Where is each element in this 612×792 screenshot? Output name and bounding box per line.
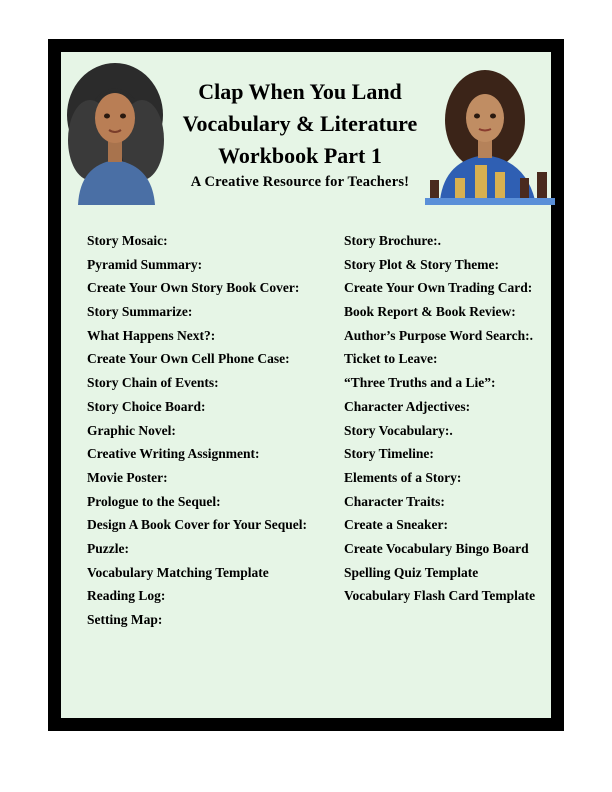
- list-item: Story Summarize:: [87, 304, 193, 320]
- contents-right-column: [344, 229, 535, 608]
- list-item: Ticket to Leave:: [344, 351, 438, 367]
- list-item: Prologue to the Sequel:: [87, 493, 221, 509]
- list-item: Spelling Quiz Template: [344, 564, 479, 580]
- list-item: Design A Book Cover for Your Sequel:: [87, 517, 308, 533]
- list-item: Author’s Purpose Word Search:.: [344, 327, 533, 343]
- title-line-3: Workbook Part 1: [218, 143, 382, 168]
- list-item: Character Adjectives:: [344, 398, 471, 414]
- list-item: Story Brochure:.: [344, 233, 441, 248]
- list-item: “Three Truths and a Lie”:: [344, 375, 496, 391]
- list-item: What Happens Next?:: [87, 327, 216, 343]
- list-item: Reading Log:: [87, 588, 166, 604]
- list-item: Create Your Own Story Book Cover:: [87, 280, 300, 296]
- title-line-1: Clap When You Land: [198, 79, 402, 104]
- list-item: Book Report & Book Review:: [344, 304, 516, 320]
- list-item: Create Vocabulary Bingo Board: [344, 540, 529, 556]
- title-line-2: Vocabulary & Literature: [182, 111, 418, 136]
- list-item: Graphic Novel:: [87, 422, 176, 438]
- list-item: Movie Poster:: [87, 469, 168, 485]
- list-item: Pyramid Summary:: [87, 256, 203, 272]
- list-item: Vocabulary Matching Template: [87, 564, 269, 580]
- list-item: Story Plot & Story Theme:: [344, 256, 499, 272]
- list-item: Story Vocabulary:.: [344, 422, 453, 438]
- subtitle: A Creative Resource for Teachers!: [190, 174, 410, 190]
- list-item: Story Chain of Events:: [87, 375, 219, 391]
- list-item: Story Choice Board:: [87, 398, 206, 414]
- list-item: Vocabulary Flash Card Template: [344, 588, 536, 604]
- list-item: Setting Map:: [87, 612, 163, 627]
- list-item: Character Traits:: [344, 493, 445, 509]
- list-item: Create a Sneaker:: [344, 517, 448, 533]
- list-item: Create Your Own Trading Card:: [344, 280, 533, 296]
- list-item: Puzzle:: [87, 540, 129, 556]
- list-item: Story Timeline:: [344, 446, 434, 462]
- list-item: Creative Writing Assignment:: [87, 446, 260, 462]
- list-item: Create Your Own Cell Phone Case:: [87, 351, 290, 367]
- contents-left-column: [87, 229, 307, 632]
- list-item: Story Mosaic:: [87, 233, 168, 248]
- list-item: Elements of a Story:: [344, 469, 462, 485]
